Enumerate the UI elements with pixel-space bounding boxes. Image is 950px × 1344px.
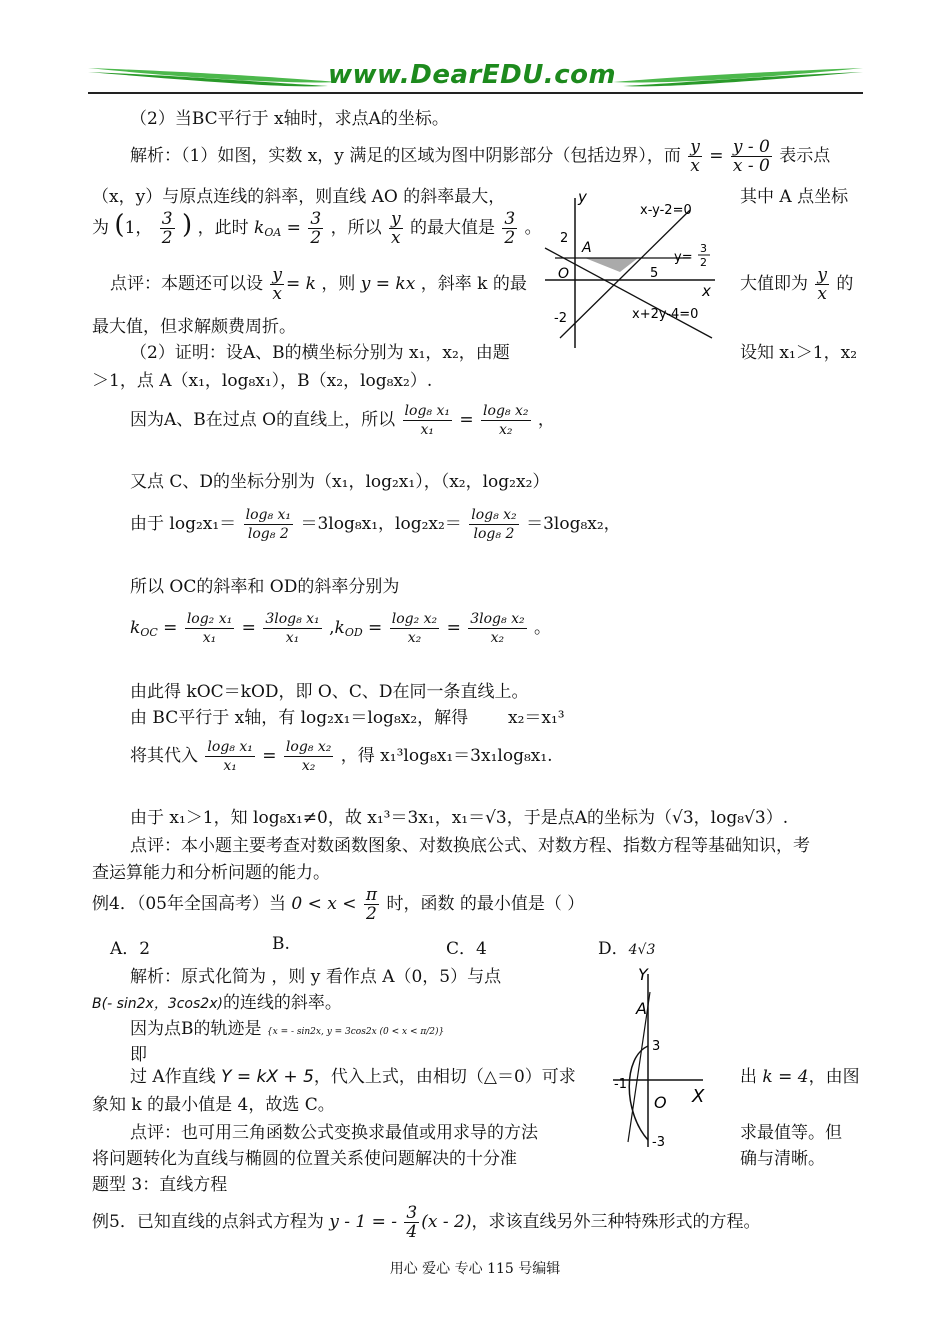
fig2-x-axis-label: X [692, 1086, 705, 1107]
fig1-line2-num: 3 [700, 242, 707, 255]
solution-line-3b: 其中 A 点坐标 [740, 187, 849, 207]
example4-comment-1-right: 求最值等。但 [740, 1123, 842, 1143]
site-logo-text: www.DearEDU.com [328, 60, 617, 90]
option-b: B. [272, 934, 290, 954]
fig1-line2-label: y= [674, 250, 693, 265]
proof-line-17: 由于 x₁＞1，知 log₈x₁≠0，故 x₁³＝3x₁，x₁＝√3，于是点A的坐标为（√3，log₈√3）. [130, 808, 789, 828]
proof-line-15a: 由 BC平行于 x轴，有 log₂x₁＝log₈x₂，解得 [130, 708, 469, 728]
example4-line: 过 A作直线 Y = kX + 5，代入上式，由相切（△＝0）可求 [130, 1067, 576, 1087]
solution-line-3a: （x，y）与原点连线的斜率，则直线 AO 的斜率最大， [92, 187, 506, 207]
example4-solution-1: 解析：原式化简为 ，则 y 看作点 A（0，5）与点 [130, 967, 502, 987]
comment-line-right: 大值即为 $\frac{y}{x}$ 的 [740, 265, 854, 304]
option-c: C．4 [446, 939, 487, 959]
solution-line: 解析：（1）如图，实数 x，y 满足的区域为图中阴影部分（包括边界），而 $\frac{y}{x}$ = $\frac{y - 0}{x - 0}$ 表示点 [130, 137, 831, 176]
proof-line-9: 因为A、B在过点 O的直线上，所以 $\frac{\text{log₈ x₁}}{\text{x₁}}$ = $\frac{\text{log₈ x₂}}{\text{x₂}}$ ， [130, 403, 555, 438]
comment-line-18: 点评：本小题主要考查对数函数图象、对数换底公式、对数方程、指数方程等基础知识，考 [130, 836, 810, 856]
proof-line-15b: x₂＝x₁³ [508, 708, 565, 728]
section-heading-type3: 题型 3：直线方程 [92, 1175, 228, 1195]
proof-line-8: ＞1，点 A（x₁，log₈x₁），B（x₂，log₈x₂）. [92, 371, 433, 391]
example4-comment-2: 将问题转化为直线与椭圆的位置关系使问题解决的十分准 [92, 1149, 517, 1169]
solution-line-4: 为 (1， $\frac{3}{2}$ ) ，此时 $k_{OA}$ = $\frac{3}{2}$ ，所以 $\frac{y}{x}$ 的最大值是 $\frac{3}{2}$ 。 [92, 209, 542, 248]
example4-trajectory: 因为点B的轨迹是 {x = - sin2x, y = 3cos2x (0 < x < π/2)} [130, 1019, 445, 1039]
fig1-point-A: A [582, 240, 592, 256]
example4-line-right: 出 k = 4，由图 [740, 1067, 860, 1087]
proof-line-14: 由此得 kOC＝kOD，即 O、C、D在同一条直线上。 [130, 682, 529, 702]
header-rule [88, 92, 863, 94]
slope-formulas: $k_{OC}$ = $\frac{\text{log₂ x₁}}{\text{x₁}}$ = $\frac{\text{3log₈ x₁}}{\text{x₁}}$ $,k_{OD}$ = $\frac{\text{log₂ x₂}}{\text{x₂}}$ = $\frac{\text{3log₈ x₂}}{\text{x₂}}$ 。 [130, 611, 551, 646]
frac-y-over-x: $\frac{y}{x}$ [690, 137, 700, 176]
example4-question: 例4．（05年全国高考）当 0 < x < $\frac{\pi}{2}$ 时，函数 的最小值是（ ） [92, 885, 585, 924]
fig1-tick-m2: -2 [554, 311, 567, 326]
fig1-y-axis-label: y [578, 188, 587, 206]
page-footer: 用心 爱心 专心 115 号编辑 [389, 1261, 561, 1277]
comment-line-19: 查运算能力和分析问题的能力。 [92, 863, 330, 883]
feasible-region-figure [540, 188, 720, 350]
fig1-line1-label: x-y-2=0 [640, 203, 692, 218]
option-d: D．4√3 [598, 939, 656, 959]
fig1-tick-5: 5 [650, 266, 659, 281]
proof-line-12: 所以 OC的斜率和 OD的斜率分别为 [130, 577, 400, 597]
example5-question: 例5．已知直线的点斜式方程为 y - 1 = - $\frac{3}{4}$ (x - 2)，求该直线另外三种特殊形式的方程。 [92, 1203, 761, 1242]
question-part2: （2）当BC平行于 x轴时，求点A的坐标。 [130, 109, 449, 129]
proof-line-10: 又点 C、D的坐标分别为（x₁，log₂x₁），（x₂，log₂x₂） [130, 472, 550, 492]
proof-line: （2）证明：设A、B的横坐标分别为 x₁，x₂，由题 [130, 343, 510, 363]
example4-solution-2: B(- sin2x，3cos2x)的连线的斜率。 [92, 993, 342, 1013]
frac-y0-over-x0: $\frac{y - 0}{x - 0}$ [732, 137, 770, 176]
fig1-line3-label: x+2y-4=0 [632, 307, 699, 322]
option-a: A．2 [110, 939, 151, 959]
comment-line: 点评：本题还可以设 $\frac{y}{x}$ = k ，则 y = kx ，斜率 k 的最 [110, 265, 527, 304]
frac-3-2: $\frac{3}{2}$ [161, 209, 173, 248]
example4-ji: 即 [130, 1045, 147, 1065]
fig1-x-axis-label: x [702, 282, 711, 300]
fig1-origin: O [558, 266, 570, 282]
example4-comment-2-right: 确与清晰。 [740, 1149, 825, 1169]
example4-conclusion: 象知 k 的最小值是 4，故选 C。 [92, 1095, 335, 1115]
fig2-tick-m3: -3 [652, 1135, 665, 1150]
proof-line-right: 设知 x₁＞1，x₂ [740, 343, 858, 363]
comment-line-6: 最大值，但求解颇费周折。 [92, 317, 296, 337]
fig2-tick-3: 3 [652, 1039, 661, 1054]
example4-comment-1: 点评：也可用三角函数公式变换求最值或用求导的方法 [130, 1123, 538, 1143]
proof-line-16: 将其代入 $\frac{\text{log₈ x₁}}{\text{x₁}}$ = $\frac{\text{log₈ x₂}}{\text{x₂}}$ ，得 x₁³log₈x₁＝3x₁log₈x₁. [130, 739, 553, 774]
fig2-origin: O [654, 1093, 667, 1112]
fig1-tick-2: 2 [560, 231, 569, 246]
ellipse-tangent-figure [608, 962, 718, 1152]
fig2-tick-m1: -1 [614, 1077, 627, 1092]
fig1-line2-den: 2 [700, 256, 707, 269]
proof-line-11: 由于 log₂x₁＝ $\frac{\text{log₈ x₁}}{\text{log₈ 2}}$ ＝3log₈x₁，log₂x₂＝ $\frac{\text{log₈ x₂}}{\text{log₈ 2}}$ ＝3log₈x₂， [130, 507, 621, 542]
fig2-point-A: A [636, 999, 647, 1018]
fig2-y-axis-label: Y [638, 965, 648, 984]
